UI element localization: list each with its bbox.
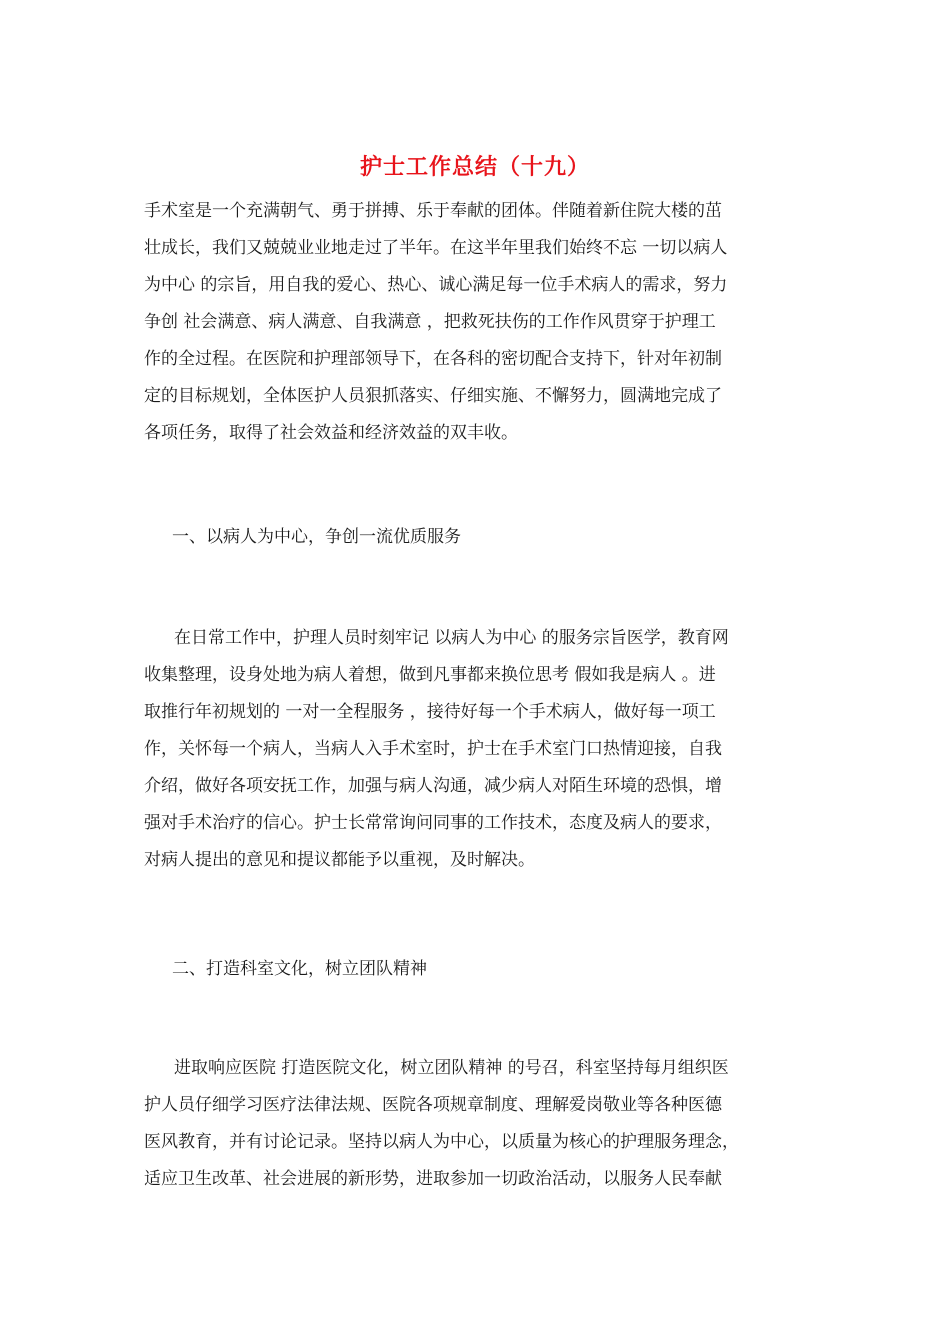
section1-line: 作，关怀每一个病人，当病人入手术室时，护士在手术室门口热情迎接，自我 bbox=[144, 739, 722, 759]
document-title: 护士工作总结（十九） bbox=[359, 154, 590, 180]
section1-line: 取推行年初规划的 一对一全程服务 ，接待好每一个手术病人，做好每一项工 bbox=[144, 702, 716, 722]
section2-line: 护人员仔细学习医疗法律法规、医院各项规章制度、理解爱岗敬业等各种医德 bbox=[144, 1095, 722, 1115]
intro-line: 定的目标规划，全体医护人员狠抓落实、仔细实施、不懈努力，圆满地完成了 bbox=[144, 386, 722, 406]
intro-line: 作的全过程。在医院和护理部领导下，在各科的密切配合支持下，针对年初制 bbox=[144, 349, 722, 369]
section1-line: 在日常工作中，护理人员时刻牢记 以病人为中心 的服务宗旨医学，教育网 bbox=[174, 628, 729, 648]
section2-paragraph bbox=[144, 1050, 808, 1198]
section2-line: 适应卫生改革、社会进展的新形势，进取参加一切政治活动，以服务人民奉献 bbox=[144, 1169, 722, 1189]
section1-line: 收集整理，设身处地为病人着想，做到凡事都来换位思考 假如我是病人 。进 bbox=[144, 665, 716, 685]
intro-line: 为中心 的宗旨，用自我的爱心、热心、诚心满足每一位手术病人的需求，努力 bbox=[144, 275, 728, 295]
section-heading-1: 一、以病人为中心，争创一流优质服务 bbox=[172, 527, 461, 547]
intro-line: 各项任务，取得了社会效益和经济效益的双丰收。 bbox=[144, 423, 518, 443]
intro-line: 手术室是一个充满朝气、勇于拼搏、乐于奉献的团体。伴随着新住院大楼的茁 bbox=[144, 201, 722, 221]
intro-paragraph bbox=[144, 193, 808, 452]
section1-line: 强对手术治疗的信心。护士长常常询问同事的工作技术，态度及病人的要求， bbox=[144, 813, 722, 833]
section1-line: 对病人提出的意见和提议都能予以重视，及时解决。 bbox=[144, 850, 535, 870]
intro-line: 壮成长，我们又兢兢业业地走过了半年。在这半年里我们始终不忘 一切以病人 bbox=[144, 238, 728, 258]
section1-paragraph bbox=[144, 620, 808, 879]
section1-line: 介绍，做好各项安抚工作，加强与病人沟通，减少病人对陌生环境的恐惧，增 bbox=[144, 776, 722, 796]
section2-line: 医风教育，并有讨论记录。坚持以病人为中心，以质量为核心的护理服务理念， bbox=[144, 1132, 739, 1152]
section2-line: 进取响应医院 打造医院文化，树立团队精神 的号召，科室坚持每月组织医 bbox=[174, 1058, 729, 1078]
intro-line: 争创 社会满意、病人满意、自我满意 ，把救死扶伤的工作作风贯穿于护理工 bbox=[144, 312, 716, 332]
section-heading-2: 二、打造科室文化，树立团队精神 bbox=[172, 959, 427, 979]
